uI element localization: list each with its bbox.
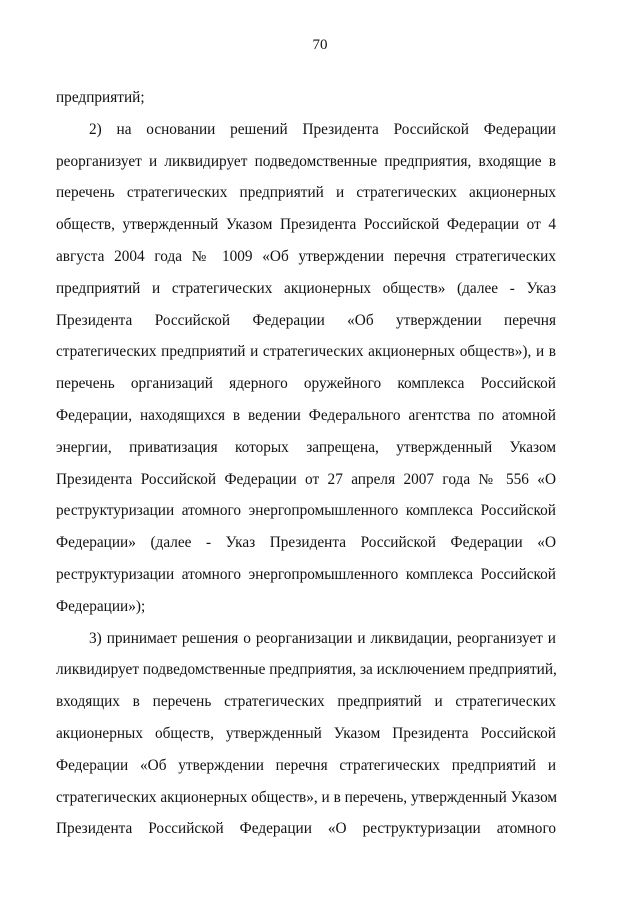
- text-line: обществ, утвержденный Указом Президента Российской Федерации от 4: [56, 216, 556, 234]
- text-line: августа 2004 года № 1009 «Об утверждении перечня стратегических: [56, 247, 556, 265]
- text-line: ликвидирует подведомственные предприятия, за исключением предприятий,: [56, 661, 557, 679]
- text-line: Федерации, находящихся в ведении Федерального агентства по атомной: [56, 406, 556, 424]
- text-line: реорганизует и ликвидирует подведомственные предприятия, входящие в: [56, 152, 556, 170]
- page-number: 70: [312, 37, 328, 53]
- text-line: Президента Российской Федерации «О реструктуризации атомного: [56, 820, 556, 838]
- text-line: акционерных обществ, утвержденный Указом Президента Российской: [56, 724, 556, 742]
- text-line: реструктуризации атомного энергопромышленного комплекса Российской: [56, 502, 556, 520]
- text-line: Президента Российской Федерации от 27 апреля 2007 года № 556 «О: [56, 470, 556, 488]
- text-line: Президента Российской Федерации «Об утверждении перечня: [56, 311, 556, 329]
- text-line: 3) принимает решения о реорганизации и ликвидации, реорганизует и: [89, 629, 556, 647]
- text-line: перечень стратегических предприятий и стратегических акционерных: [56, 184, 556, 202]
- text-line: перечень организаций ядерного оружейного комплекса Российской: [56, 375, 556, 393]
- text-line: Федерации» (далее - Указ Президента Российской Федерации «О: [56, 534, 556, 552]
- document-body: [56, 88, 556, 851]
- text-line: Федерации «Об утверждении перечня стратегических предприятий и: [56, 756, 556, 774]
- text-line: стратегических акционерных обществ», и в перечень, утвержденный Указом: [56, 788, 558, 806]
- text-line: 2) на основании решений Президента Российской Федерации: [89, 120, 556, 138]
- text-line: реструктуризации атомного энергопромышленного комплекса Российской: [56, 565, 556, 583]
- text-line: Федерации»);: [56, 597, 146, 615]
- text-line: предприятий;: [56, 89, 145, 106]
- text-line: энергии, приватизация которых запрещена, утвержденный Указом: [56, 438, 556, 456]
- text-line: входящих в перечень стратегических предприятий и стратегических: [56, 693, 556, 711]
- text-line: предприятий и стратегических акционерных обществ» (далее - Указ: [56, 279, 556, 297]
- text-line: стратегических предприятий и стратегических акционерных обществ»), и в: [56, 343, 556, 361]
